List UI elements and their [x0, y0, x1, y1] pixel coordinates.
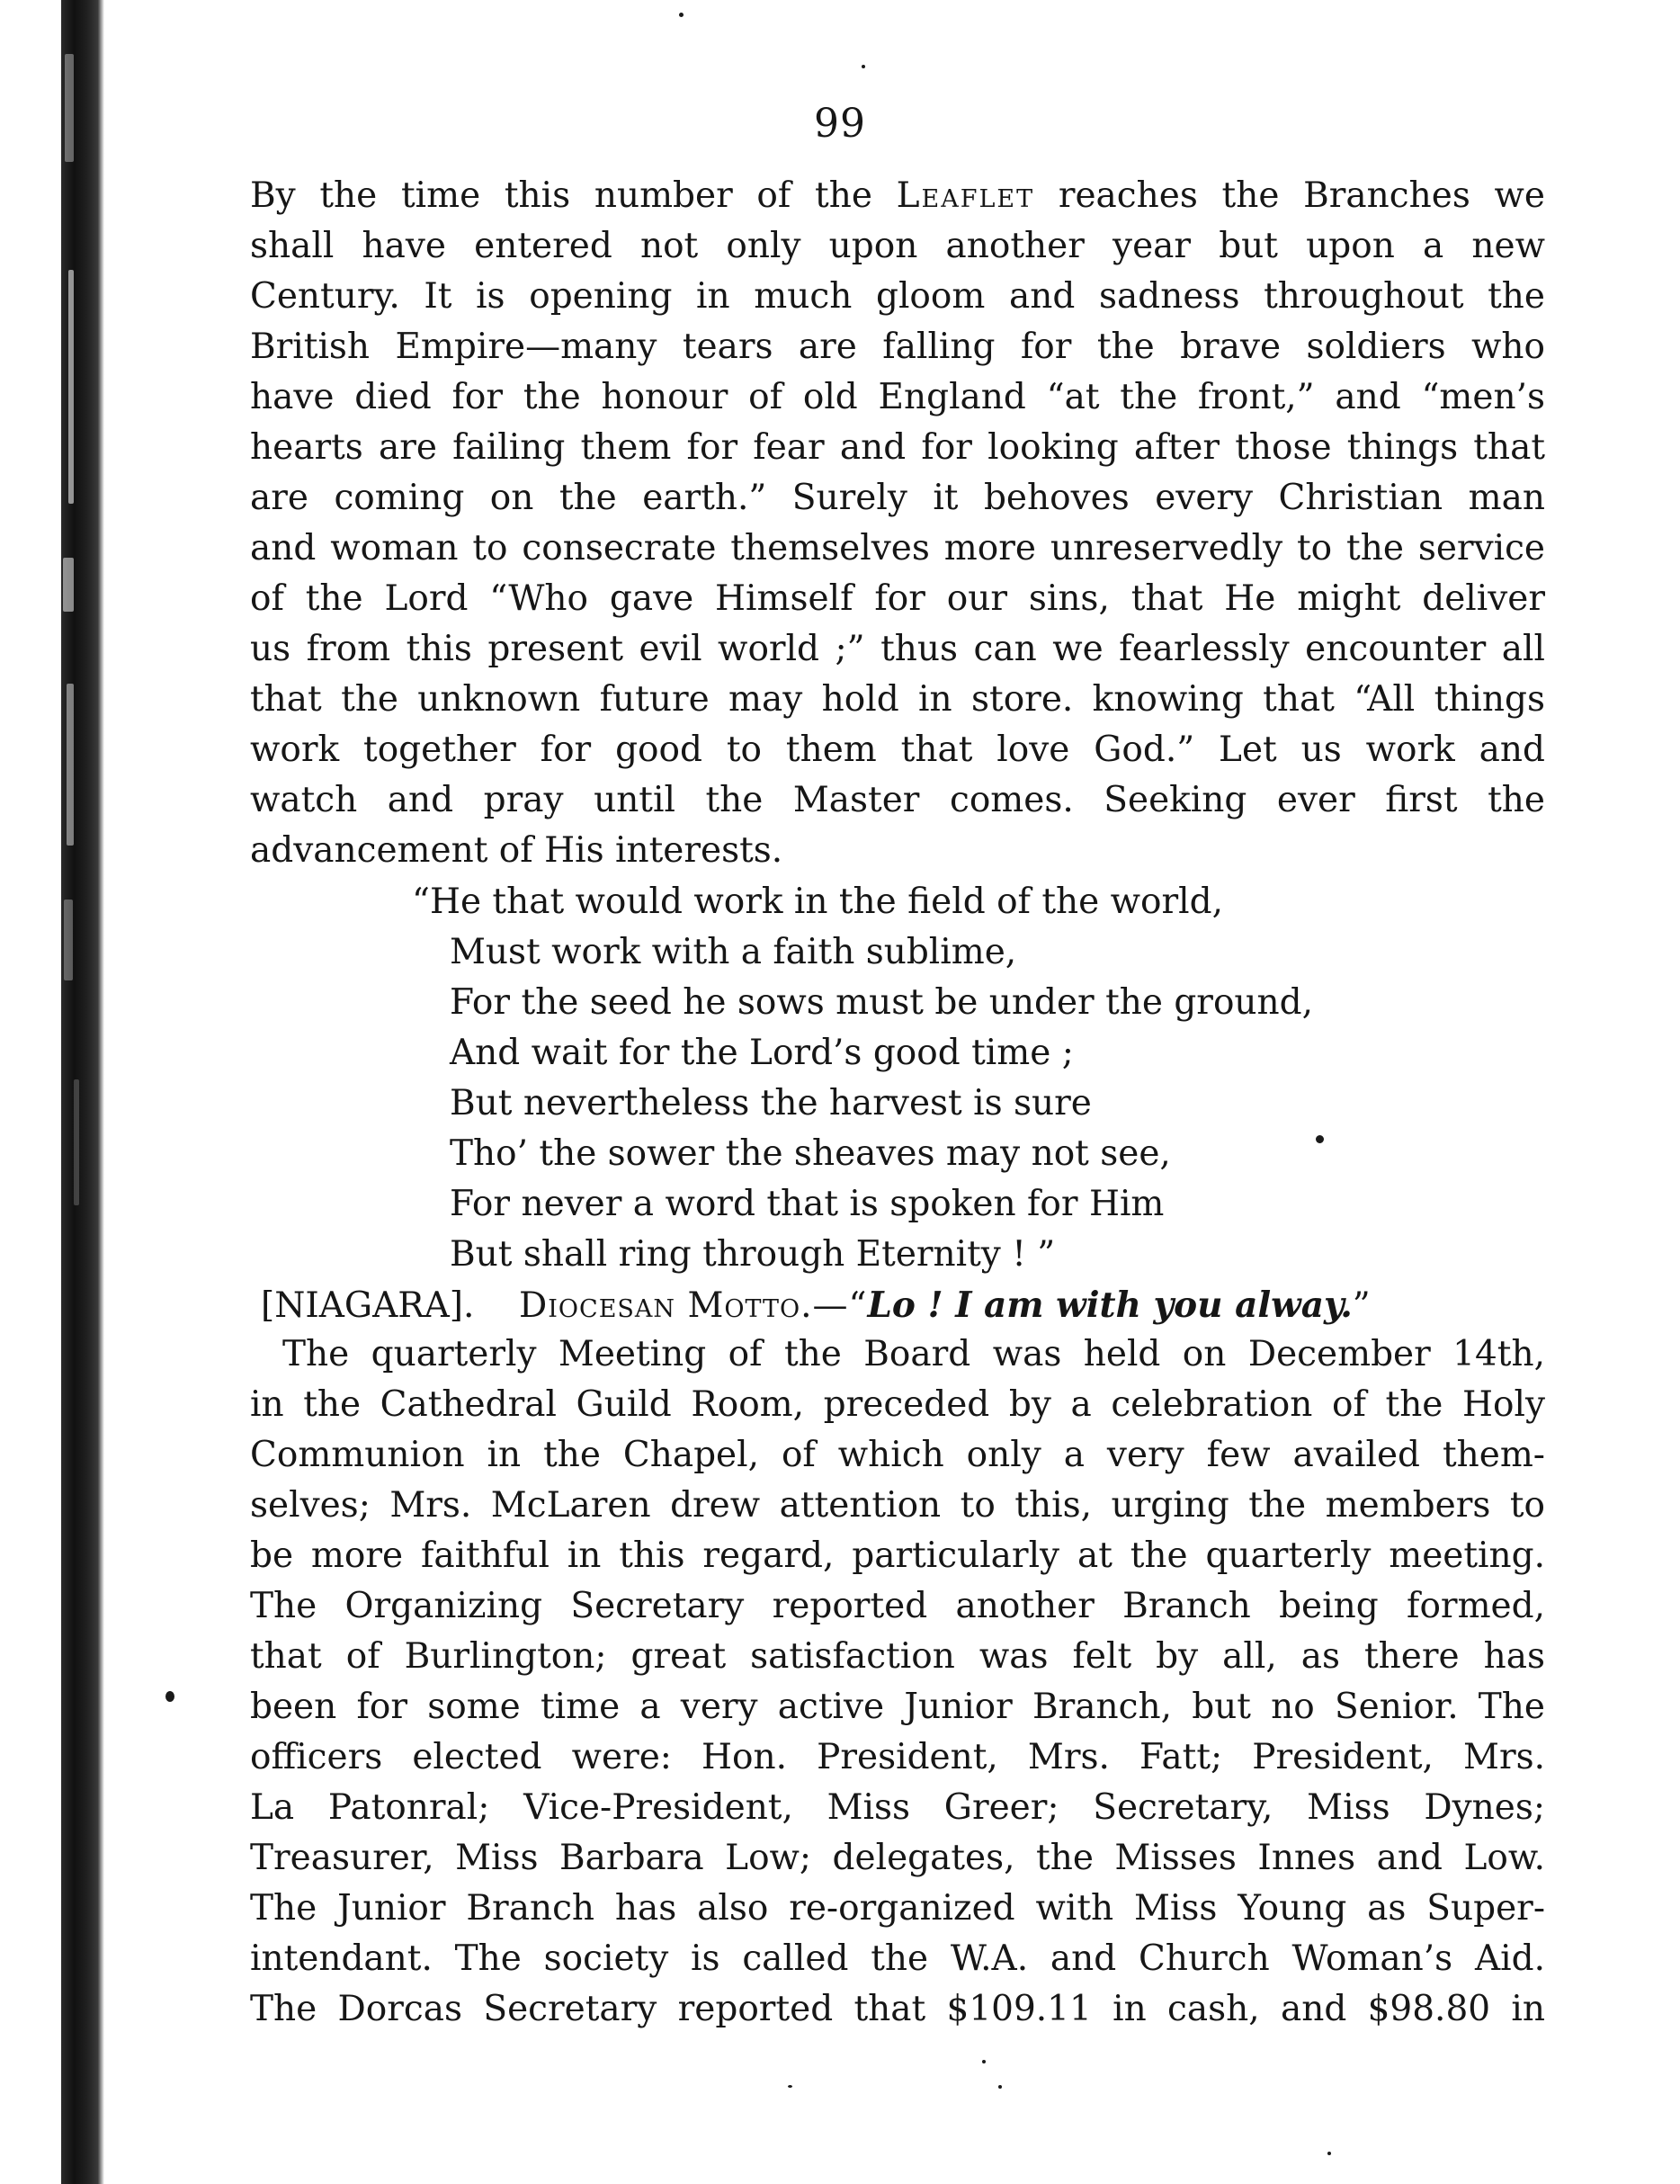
- report-line: that of Burlington; great satisfaction was felt by all, as there has: [250, 1636, 1545, 1677]
- report-line: La Patonral; Vice-President, Miss Greer; Secretary, Miss Dynes;: [250, 1787, 1545, 1828]
- intro-line: have died for the honour of old England “at the front,” and “men’s: [250, 377, 1545, 417]
- intro-line: are coming on the earth.” Surely it behoves every Christian man: [250, 478, 1545, 518]
- intro-line: watch and pray until the Master comes. Seeking ever first the: [250, 780, 1545, 820]
- report-line: The Junior Branch has also re-organized with Miss Young as Super-: [250, 1888, 1545, 1929]
- report-line: in the Cathedral Guild Room, preceded by a celebration of the Holy: [250, 1384, 1545, 1425]
- poem-line: Tho’ the sower the sheaves may not see,: [450, 1133, 1171, 1174]
- motto-label: Diocesan Motto.—“: [518, 1285, 868, 1326]
- report-line: The Dorcas Secretary reported that $109.11 in cash, and $98.80 in: [250, 1989, 1545, 2029]
- intro-line: hearts are failing them for fear and for looking after those things that: [250, 427, 1545, 468]
- intro-paragraph: [250, 171, 1545, 876]
- scan-speck: [862, 65, 865, 68]
- intro-line: work together for good to them that love God.” Let us work and: [250, 729, 1545, 770]
- scan-speck: [679, 13, 684, 17]
- poem-line: “He that would work in the field of the world,: [412, 882, 1223, 922]
- intro-line: Century. It is opening in much gloom and sadness throughout the: [250, 276, 1545, 317]
- report-line: officers elected were: Hon. President, Mrs. Fatt; President, Mrs.: [250, 1737, 1545, 1777]
- leaflet-title: Leaflet: [896, 175, 1035, 216]
- scan-speck: [165, 1691, 174, 1702]
- scan-speck: [1327, 2152, 1331, 2155]
- report-line: The Organizing Secretary reported another Branch being formed,: [250, 1586, 1545, 1626]
- scan-speck: [1316, 1135, 1324, 1143]
- intro-line: shall have entered not only upon another year but upon a new: [250, 226, 1545, 266]
- intro-line: that the unknown future may hold in store. knowing that “All things: [250, 679, 1545, 720]
- poem-line: For the seed he sows must be under the ground,: [450, 982, 1314, 1023]
- report-line: be more faithful in this regard, particularly at the quarterly meeting.: [250, 1535, 1545, 1576]
- page-number: 99: [814, 101, 866, 147]
- binding-edge-shadow: [61, 0, 104, 2184]
- intro-line: of the Lord “Who gave Himself for our sins, that He might deliver: [250, 578, 1545, 619]
- intro-line: and woman to consecrate themselves more unreservedly to the service: [250, 528, 1545, 568]
- poem-line: But shall ring through Eternity ! ”: [450, 1234, 1056, 1275]
- motto-text: Lo ! I am with you alway.: [867, 1284, 1353, 1326]
- intro-line: advancement of His interests.: [250, 830, 783, 871]
- report-line: The quarterly Meeting of the Board was held on December 14th,: [282, 1334, 1545, 1374]
- report-line: selves; Mrs. McLaren drew attention to this, urging the members to: [250, 1485, 1545, 1526]
- poem-line: But nevertheless the harvest is sure: [450, 1083, 1092, 1123]
- diocese-name: [NIAGARA].: [261, 1285, 475, 1326]
- poem-line: For never a word that is spoken for Him: [450, 1184, 1165, 1224]
- intro-line: By the time this number of the Leaflet reaches the Branches we: [250, 175, 1545, 216]
- report-line: been for some time a very active Junior Branch, but no Senior. The: [250, 1687, 1545, 1727]
- report-line: Communion in the Chapel, of which only a very few availed them-: [250, 1435, 1545, 1475]
- report-line: intendant. The society is called the W.A. and Church Woman’s Aid.: [250, 1938, 1545, 1979]
- intro-line: us from this present evil world ;” thus can we fearlessly encounter all: [250, 629, 1545, 669]
- poem-line: And wait for the Lord’s good time ;: [450, 1033, 1074, 1073]
- niagara-heading: [261, 1280, 1371, 1331]
- poem-quote: [412, 877, 1314, 1280]
- motto-close: ”: [1352, 1285, 1371, 1326]
- scan-speck: [788, 2085, 792, 2088]
- intro-line: British Empire—many tears are falling for the brave soldiers who: [250, 327, 1545, 367]
- report-line: Treasurer, Miss Barbara Low; delegates, the Misses Innes and Low.: [250, 1838, 1545, 1878]
- board-meeting-report: [250, 1329, 1545, 2035]
- poem-line: Must work with a faith sublime,: [450, 932, 1017, 972]
- scan-speck: [998, 2085, 1002, 2089]
- scan-speck: [982, 2060, 986, 2063]
